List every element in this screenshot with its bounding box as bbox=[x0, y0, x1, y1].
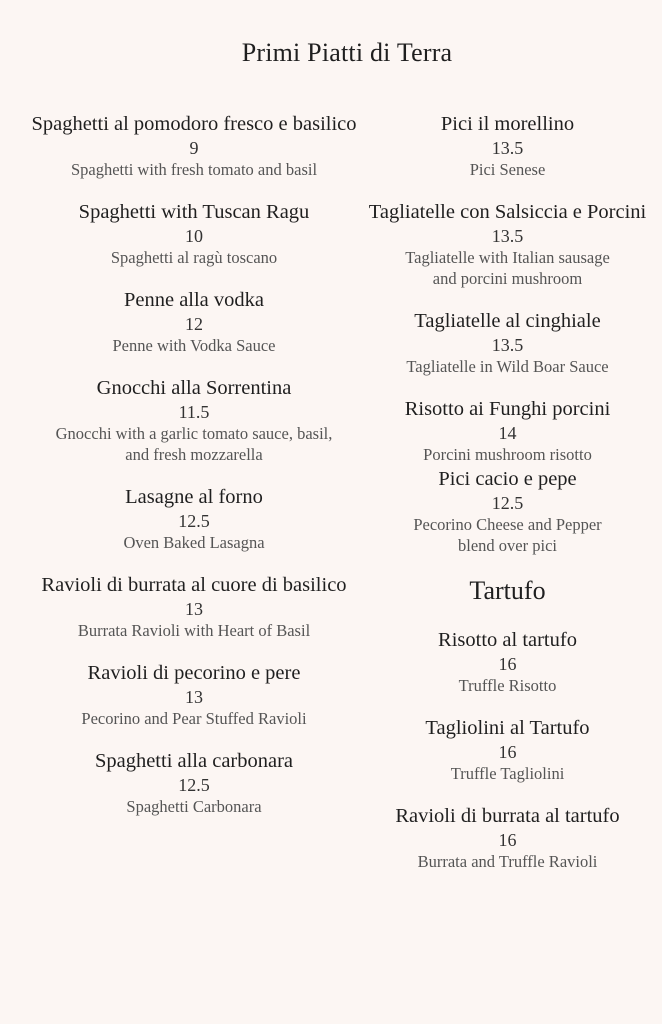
item-price: 13.5 bbox=[491, 138, 524, 158]
right-menu-column bbox=[355, 112, 660, 892]
item-name: Spaghetti alla carbonara bbox=[94, 750, 294, 772]
item-price: 12.5 bbox=[178, 511, 210, 531]
menu-item bbox=[0, 200, 388, 268]
item-description: Oven Baked Lasagna bbox=[123, 533, 265, 552]
item-description: Tagliatelle in Wild Boar Sauce bbox=[406, 357, 609, 376]
left-menu-column bbox=[0, 112, 388, 837]
menu-item bbox=[0, 485, 388, 553]
item-name: Ravioli di burrata al cuore di basilico bbox=[41, 574, 347, 596]
item-price: 11.5 bbox=[178, 402, 210, 422]
item-description: Burrata Ravioli with Heart of Basil bbox=[77, 621, 311, 640]
item-price: 16 bbox=[498, 654, 517, 674]
item-price: 12.5 bbox=[491, 493, 524, 513]
item-description: Pecorino and Pear Stuffed Ravioli bbox=[81, 709, 307, 728]
page-title: Primi Piatti di Terra bbox=[241, 38, 453, 67]
item-name: Ravioli di pecorino e pere bbox=[87, 662, 301, 684]
item-price: 16 bbox=[498, 742, 517, 762]
item-description: Spaghetti Carbonara bbox=[126, 797, 262, 816]
section-title-tartufo: Tartufo bbox=[469, 576, 546, 605]
item-name: Ravioli di burrata al tartufo bbox=[395, 805, 620, 827]
item-description: Tagliatelle with Italian sausage bbox=[405, 248, 610, 267]
menu-item bbox=[355, 804, 660, 872]
item-name: Spaghetti al pomodoro fresco e basilico bbox=[31, 113, 357, 135]
item-description: Porcini mushroom risotto bbox=[423, 445, 592, 464]
menu-item bbox=[355, 716, 660, 784]
menu-item bbox=[0, 661, 388, 729]
item-price: 13 bbox=[185, 599, 203, 619]
item-price: 13.5 bbox=[491, 226, 524, 246]
item-description: Burrata and Truffle Ravioli bbox=[417, 852, 598, 871]
item-price: 13.5 bbox=[491, 335, 524, 355]
item-price: 12 bbox=[185, 314, 203, 334]
item-name: Pici cacio e pepe bbox=[438, 468, 577, 490]
item-price: 14 bbox=[498, 423, 517, 443]
item-name: Risotto ai Funghi porcini bbox=[404, 398, 611, 420]
item-name: Pici il morellino bbox=[440, 113, 575, 135]
item-name: Tagliolini al Tartufo bbox=[425, 717, 590, 739]
item-description: Truffle Risotto bbox=[458, 676, 557, 695]
item-description: and porcini mushroom bbox=[432, 269, 583, 288]
menu-item bbox=[355, 397, 660, 465]
item-description: Pecorino Cheese and Pepper bbox=[413, 515, 602, 534]
item-name: Tagliatelle al cinghiale bbox=[414, 310, 601, 332]
item-description: blend over pici bbox=[458, 536, 557, 555]
item-name: Gnocchi alla Sorrentina bbox=[96, 377, 292, 399]
item-description: and fresh mozzarella bbox=[125, 445, 263, 464]
item-name: Risotto al tartufo bbox=[438, 629, 577, 651]
item-name: Spaghetti with Tuscan Ragu bbox=[78, 201, 310, 223]
item-description: Spaghetti al ragù toscano bbox=[110, 248, 278, 267]
item-description: Truffle Tagliolini bbox=[450, 764, 565, 783]
item-price: 9 bbox=[189, 138, 199, 158]
menu-item bbox=[355, 628, 660, 696]
item-name: Tagliatelle con Salsiccia e Porcini bbox=[368, 201, 647, 223]
item-price: 12.5 bbox=[178, 775, 210, 795]
item-price: 16 bbox=[498, 830, 517, 850]
item-description: Pici Senese bbox=[469, 160, 546, 179]
item-price: 10 bbox=[185, 226, 203, 246]
menu-item bbox=[0, 376, 388, 465]
menu-item bbox=[355, 200, 660, 289]
menu-item bbox=[0, 112, 388, 180]
menu-item bbox=[355, 309, 660, 377]
menu-item bbox=[0, 288, 388, 356]
menu-item bbox=[355, 467, 660, 556]
menu-item bbox=[0, 573, 388, 641]
item-name: Penne alla vodka bbox=[123, 289, 265, 311]
item-description: Penne with Vodka Sauce bbox=[112, 336, 276, 355]
item-description: Gnocchi with a garlic tomato sauce, basil, bbox=[55, 424, 333, 443]
menu-item bbox=[0, 749, 388, 817]
item-description: Spaghetti with fresh tomato and basil bbox=[70, 160, 318, 179]
item-name: Lasagne al forno bbox=[125, 486, 263, 508]
menu-item bbox=[355, 112, 660, 180]
item-price: 13 bbox=[185, 687, 203, 707]
